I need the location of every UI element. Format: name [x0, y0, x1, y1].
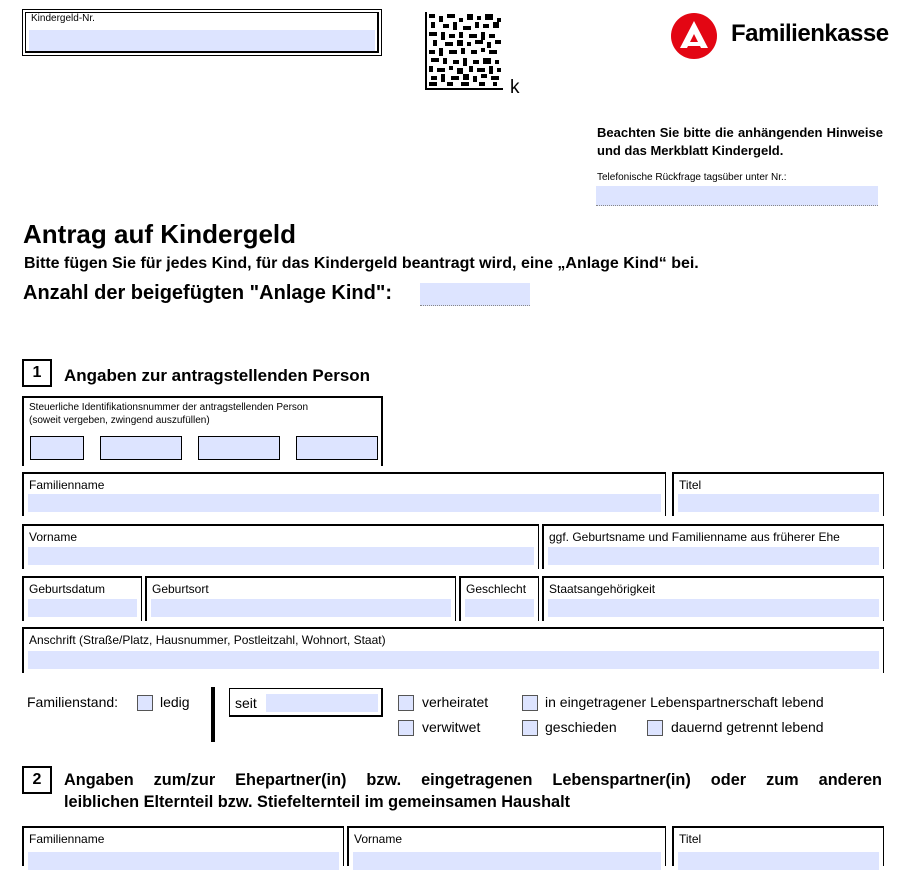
partner-titel-field	[672, 826, 884, 866]
vorname-field	[22, 524, 539, 569]
ledig-label: ledig	[160, 694, 190, 710]
lebenspartnerschaft-checkbox[interactable]	[522, 695, 538, 711]
partner-titel-input[interactable]	[678, 852, 879, 870]
lebenspartnerschaft-label: in eingetragener Lebenspartnerschaft lebend	[545, 694, 824, 710]
familienname-input[interactable]	[28, 494, 661, 512]
partner-vorname-field	[347, 826, 666, 866]
seit-box	[229, 688, 383, 717]
geschieden-checkbox[interactable]	[522, 720, 538, 736]
familienkasse-logo-icon	[671, 13, 717, 59]
partner-vorname-label: Vorname	[354, 832, 403, 846]
titel-field	[672, 472, 884, 516]
geburtsort-label: Geburtsort	[152, 582, 209, 596]
anlage-count-input[interactable]	[420, 283, 530, 306]
anschrift-input[interactable]	[28, 651, 879, 669]
familienstand-divider	[211, 687, 215, 742]
anschrift-field	[22, 627, 884, 673]
page-subtitle: Bitte fügen Sie für jedes Kind, für das Kindergeld beantragt wird, eine „Anlage Kind“ bei.	[24, 255, 699, 272]
partner-familienname-label: Familienname	[29, 832, 105, 846]
titel-label: Titel	[679, 478, 702, 492]
familienname-label: Familienname	[29, 478, 105, 492]
taxid-box	[22, 396, 383, 466]
brand-name: Familienkasse	[731, 20, 889, 47]
seit-label: seit	[235, 695, 257, 711]
taxid-input-3[interactable]	[198, 436, 280, 460]
vorname-label: Vorname	[29, 530, 78, 544]
geburtsdatum-field	[22, 576, 142, 621]
staatsangehoerigkeit-input[interactable]	[548, 599, 879, 617]
taxid-input-2[interactable]	[100, 436, 182, 460]
familienname-field	[22, 472, 666, 516]
getrennt-label: dauernd getrennt lebend	[671, 719, 824, 735]
phone-label: Telefonische Rückfrage tagsüber unter Nr.:	[597, 172, 787, 183]
section-2-number: 2	[22, 766, 52, 794]
partner-vorname-input[interactable]	[353, 852, 661, 870]
anschrift-label: Anschrift (Straße/Platz, Hausnummer, Postleitzahl, Wohnort, Staat)	[29, 633, 386, 647]
geburtsdatum-input[interactable]	[28, 599, 137, 617]
anlage-count-label: Anzahl der beigefügten "Anlage Kind":	[23, 282, 392, 304]
seit-input[interactable]	[266, 694, 378, 712]
section-2-heading-line1: Angaben zum/zur Ehepartner(in) bzw. eingetragenen Lebenspartner(in) oder zum anderen	[64, 771, 882, 789]
section-2-heading-line2: leiblichen Elternteil bzw. Stiefelternteil im gemeinsamen Haushalt	[64, 793, 571, 811]
verheiratet-label: verheiratet	[422, 694, 489, 710]
verwitwet-label: verwitwet	[422, 719, 481, 735]
taxid-input-1[interactable]	[30, 436, 84, 460]
verwitwet-checkbox[interactable]	[398, 720, 414, 736]
ledig-checkbox[interactable]	[137, 695, 153, 711]
notice-text: Beachten Sie bitte die anhängenden Hinweise und das Merkblatt Kindergeld.	[597, 125, 883, 158]
partner-familienname-input[interactable]	[28, 852, 339, 870]
geschlecht-input[interactable]	[465, 599, 534, 617]
kindergeld-nr-label: Kindergeld-Nr.	[31, 13, 95, 24]
staatsangehoerigkeit-field	[542, 576, 884, 621]
barcode-suffix: k	[510, 77, 520, 98]
section-1-heading: Angaben zur antragstellenden Person	[64, 366, 371, 385]
section-1-number: 1	[22, 359, 52, 387]
taxid-label-line2: (soweit vergeben, zwingend auszufüllen)	[29, 415, 210, 426]
partner-titel-label: Titel	[679, 832, 702, 846]
partner-familienname-field	[22, 826, 344, 866]
verheiratet-checkbox[interactable]	[398, 695, 414, 711]
barcode-image	[425, 12, 503, 90]
titel-input[interactable]	[678, 494, 879, 512]
staatsangehoerigkeit-label: Staatsangehörigkeit	[549, 582, 656, 596]
familienstand-label: Familienstand:	[27, 694, 119, 710]
kindergeld-nr-box	[22, 9, 382, 56]
taxid-label-line1: Steuerliche Identifikationsnummer der antragstellenden Person	[29, 402, 309, 413]
geburtsort-input[interactable]	[151, 599, 451, 617]
geschieden-label: geschieden	[545, 719, 617, 735]
geburtsname-input[interactable]	[548, 547, 879, 565]
geburtsname-label: ggf. Geburtsname und Familienname aus früherer Ehe	[549, 530, 840, 544]
geburtsort-field	[145, 576, 456, 621]
geburtsdatum-label: Geburtsdatum	[29, 582, 106, 596]
getrennt-checkbox[interactable]	[647, 720, 663, 736]
kindergeld-nr-input[interactable]	[29, 30, 375, 51]
geschlecht-field	[459, 576, 539, 621]
taxid-input-4[interactable]	[296, 436, 378, 460]
phone-input[interactable]	[596, 186, 878, 206]
geburtsname-field	[542, 524, 884, 569]
page-title: Antrag auf Kindergeld	[23, 219, 297, 249]
geschlecht-label: Geschlecht	[466, 582, 527, 596]
vorname-input[interactable]	[28, 547, 534, 565]
